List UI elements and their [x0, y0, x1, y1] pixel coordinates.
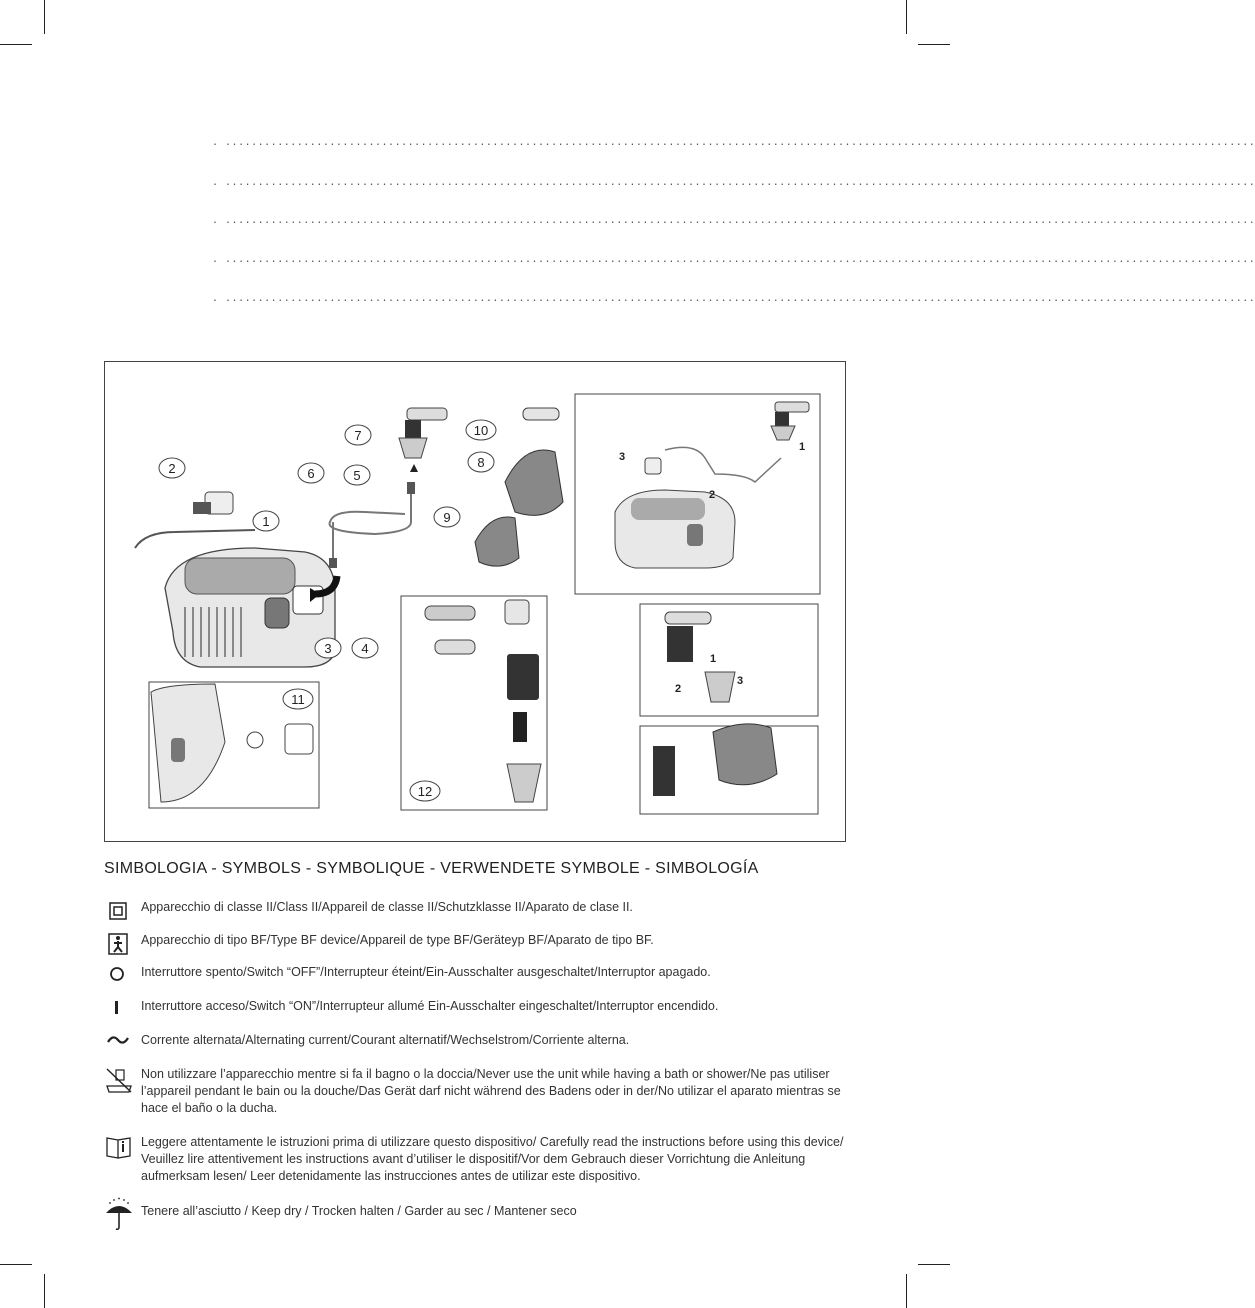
mask-attach-panel: [640, 724, 818, 814]
crop-mark-bottom-left-h: [0, 1264, 32, 1265]
callout-5: 5: [353, 468, 361, 483]
symbol-description: Interruttore spento/Switch “OFF”/Interrupteur éteint/Ein-Ausschalter ausgeschaltet/Interruptor apagado.: [141, 965, 711, 979]
assembly-steps-panel: [575, 394, 820, 594]
callout-8: 8: [477, 455, 485, 470]
product-illustration: [105, 362, 847, 843]
medication-fill-panel: [640, 604, 818, 716]
symbol-description: Apparecchio di tipo BF/Type BF device/Appareil de type BF/Geräteyp BF/Aparato de tipo BF.: [141, 933, 654, 947]
callout-3: 3: [324, 641, 332, 656]
symbol-description: Apparecchio di classe II/Class II/Appareil de classe II/Schutzklasse II/Aparato de clase II.: [141, 900, 633, 914]
step-label: 1: [710, 653, 717, 665]
air-tube-illustration: [329, 482, 415, 568]
read-instructions-icon: [104, 1134, 134, 1162]
symbol-description: Tenere all’asciutto / Keep dry / Trocken halten / Garder au sec / Mantener seco: [141, 1204, 577, 1218]
notes-line: . ..............................................................................................................................................................: [212, 137, 1255, 148]
crop-mark-top-right-v: [906, 0, 907, 34]
callout-11: 11: [291, 692, 305, 707]
crop-mark-top-left-v: [44, 0, 45, 34]
callout-6: 6: [307, 466, 315, 481]
crop-mark-top-right-h: [918, 44, 950, 45]
step-label: 2: [675, 683, 682, 695]
callout-4: 4: [361, 641, 369, 656]
step-label: 1: [799, 441, 806, 453]
crop-mark-bottom-right-h: [918, 1264, 950, 1265]
symbol-description: Corrente alternata/Alternating current/Courant alternatif/Wechselstrom/Corriente alterna.: [141, 1033, 630, 1047]
callout-7: 7: [354, 428, 362, 443]
crop-mark-bottom-right-v: [906, 1274, 907, 1308]
symbol-description: Non utilizzare l’apparecchio mentre si fa il bagno o la doccia/Never use the unit while having a bath or shower/Ne pas utiliser l’appareil pendant le bain ou la douche/Das Gerät darf nicht während des Badens oder in der/No utilizar el aparato mientras se hace el baño o la ducha.: [141, 1067, 841, 1115]
step-label: 3: [619, 451, 626, 463]
symbol-description: Interruttore acceso/Switch “ON”/Interrupteur allumé Ein-Ausschalter eingeschaltet/Interruptor encendido.: [141, 999, 719, 1013]
step-label: 2: [709, 489, 716, 501]
notes-line: . ..............................................................................................................................................................: [212, 254, 1255, 265]
symbols-title: SIMBOLOGIA - SYMBOLS - SYMBOLIQUE - VERWENDETE SYMBOLE - SIMBOLOGÍA: [104, 860, 759, 877]
notes-line: . ..............................................................................................................................................................: [212, 177, 1255, 188]
switch-off-icon: [104, 964, 134, 992]
no-bath-icon: [104, 1066, 134, 1094]
mouthpiece-illustration: [523, 408, 559, 420]
crop-mark-top-left-h: [0, 44, 32, 45]
callout-9: 9: [443, 510, 451, 525]
crop-mark-bottom-left-v: [44, 1274, 45, 1308]
keep-dry-icon: [104, 1193, 134, 1229]
notes-line: . ..............................................................................................................................................................: [212, 293, 1255, 304]
disassembly-panel-12: [401, 596, 547, 810]
compressor-unit-illustration: [135, 492, 337, 667]
switch-on-icon: [104, 998, 134, 1026]
type-bf-icon: [104, 932, 134, 960]
callout-12: 12: [417, 784, 433, 799]
child-mask-illustration: [475, 517, 519, 566]
alternating-current-icon: [104, 1032, 134, 1060]
symbol-description: Leggere attentamente le istruzioni prima di utilizzare questo dispositivo/ Carefully read the instructions before using this device/ Veuillez lire attentivement les instructions avant d’utiliser le dispositif/Vor dem Gebrauch dieser Vorrichtung die Anleitung aufmerksam lesen/ Leer detenidamente las instrucciones antes de utilizar este dispositivo.: [141, 1135, 844, 1183]
callout-2: 2: [168, 461, 176, 476]
adult-mask-illustration: [505, 450, 563, 515]
product-illustration-panel: [104, 361, 846, 842]
nebulizer-kit-illustration: [399, 408, 447, 472]
notes-line: . ..............................................................................................................................................................: [212, 215, 1255, 226]
class-ii-icon: [104, 899, 134, 927]
step-label: 3: [737, 675, 744, 687]
callout-1: 1: [262, 514, 270, 529]
callout-10: 10: [473, 423, 489, 438]
